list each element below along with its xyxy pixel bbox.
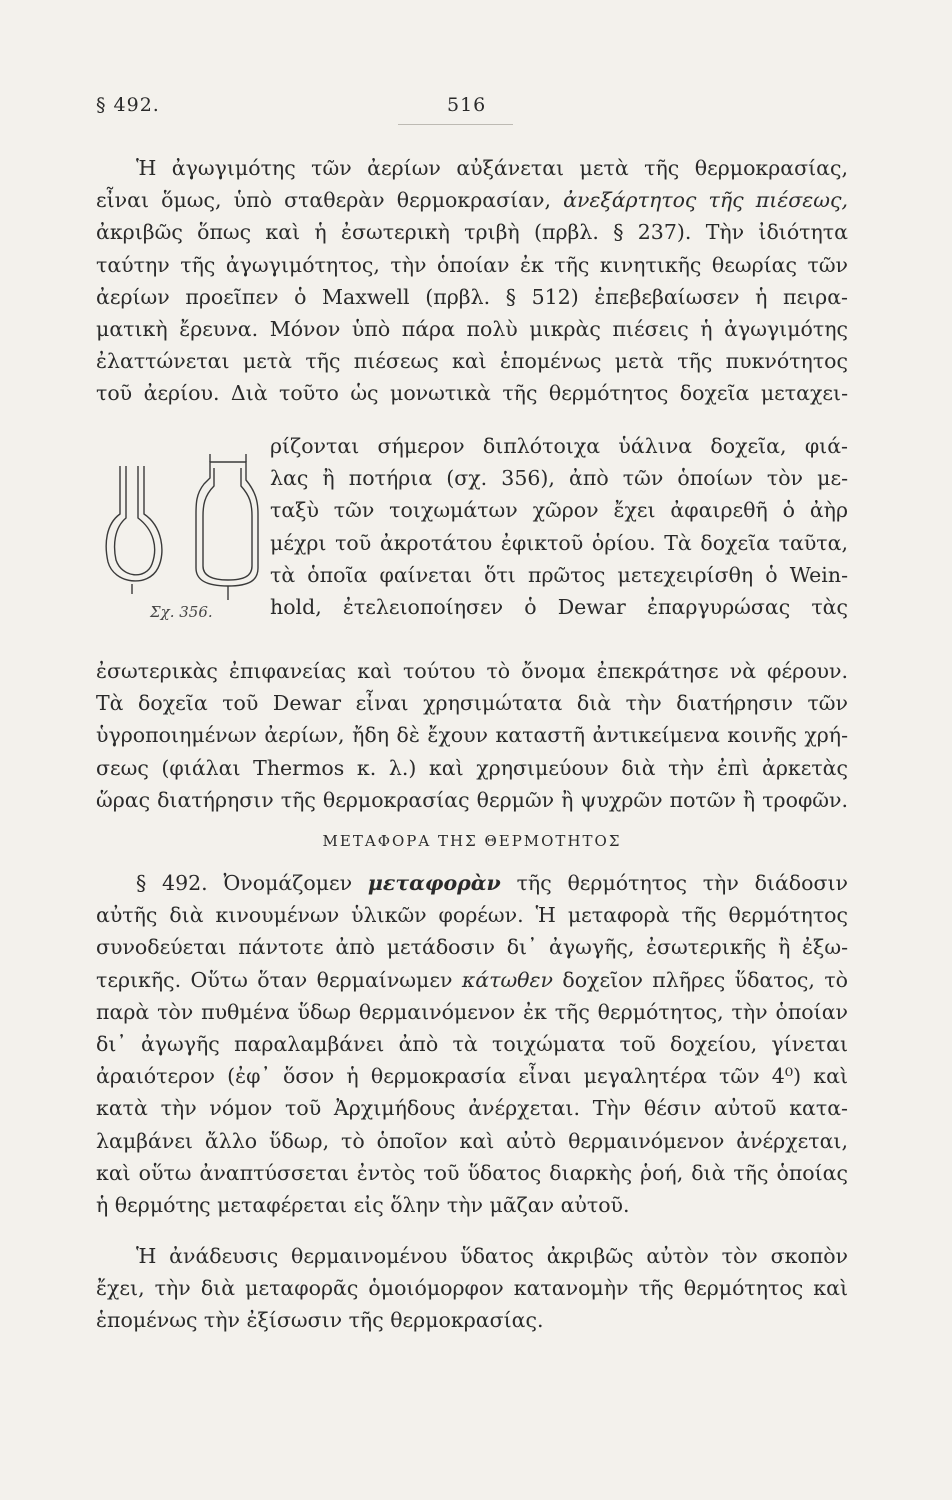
text-line: ἀραιότερον (ἐφ᾽ ὅσον ἡ θερμοκρασία εἶναι μεγαλητέρα τῶν 4⁰) καὶ (96, 1064, 848, 1089)
text-line: hold, ἐτελειοποίησεν ὁ Dewar ἐπαργυρώσας τὰς (270, 594, 848, 619)
paragraph-convection (96, 867, 848, 1221)
text-line: αὐτῆς διὰ κινουμένων ὑλικῶν φορέων. Ἡ μεταφορὰ τῆς θερμότητος (96, 903, 848, 928)
text-line: ἐλαττώνεται μετὰ τῆς πιέσεως καὶ ἑπομένως μετὰ τῆς πυκνότητος (96, 349, 848, 374)
text-line: § 492. Ὀνομάζομεν μεταφορὰν τῆς θερμότητος τὴν διάδοσιν (136, 871, 848, 895)
text-line: παρὰ τὸν πυθμένα ὕδωρ θερμαινόμενον ἐκ τῆς θερμότητος, τὴν ὁποίαν (96, 999, 848, 1024)
text-line: Ἡ ἀνάδευσις θερμαινομένου ὕδατος ἀκριβῶς αὐτὸν τὸν σκοπὸν (136, 1244, 848, 1268)
text-line: Ἡ ἀγωγιμότης τῶν ἀερίων αὐξάνεται μετὰ τῆς θερμοκρασίας, (136, 156, 848, 180)
text-line: ταξὺ τῶν τοιχωμάτων χῶρον ἔχει ἀφαιρεθῆ ὁ ἀὴρ (270, 498, 848, 523)
text-line: ταύτην τῆς ἀγωγιμότητος, τὴν ὁποίαν ἐκ τῆς κινητικῆς θεωρίας τῶν (96, 252, 848, 277)
italic-phrase: ἀνεξάρτητος τῆς πιέσεως, (563, 188, 848, 213)
text-line: ἀκριβῶς ὅπως καὶ ἡ ἐσωτερικὴ τριβὴ (πρβλ. § 237). Τὴν ἰδιότητα (96, 220, 848, 245)
paragraph-conductivity (96, 152, 848, 410)
paragraph-dewar (96, 655, 848, 816)
text-line: καὶ οὕτω ἀναπτύσσεται ἐντὸς τοῦ ὕδατος διαρκὴς ῥοή, διὰ τῆς ὁποίας (96, 1160, 848, 1185)
text-line: τερικῆς. Οὕτω ὅταν θερμαίνωμεν κάτωθεν δοχεῖον πλῆρες ὕδατος, τὸ (96, 967, 848, 992)
text-line: τὰ ὁποῖα φαίνεται ὅτι πρῶτος μετεχειρίσθη ὁ Wein- (270, 562, 848, 587)
text-line: ἡ θερμότης μεταφέρεται εἰς ὅλην τὴν μᾶζαν αὐτοῦ. (96, 1192, 630, 1217)
round-flask-drawing (106, 466, 162, 594)
dewar-flask-figure (100, 444, 268, 624)
text-line: εἶναι ὅμως, ὑπὸ σταθερὰν θερμοκρασίαν, ἀνεξάρτητος τῆς πιέσεως, (96, 188, 848, 213)
figure-caption: Σχ. 356. (150, 603, 213, 621)
text-line: ὑγροποιημένων ἀερίων, ἤδη δὲ ἔχουν καταστῆ ἀντικείμενα κοινῆς χρή- (96, 723, 848, 748)
text-line: σεως (φιάλαι Thermos κ. λ.) καὶ χρησιμεύουν διὰ τὴν ἐπὶ ἀρκετὰς (96, 755, 848, 780)
paragraph-stirring (96, 1240, 848, 1337)
text-line: Τὰ δοχεῖα τοῦ Dewar εἶναι χρησιμώτατα διὰ τὴν διατήρησιν τῶν (96, 691, 848, 716)
text-line: ἀερίων προεῖπεν ὁ Maxwell (πρβλ. § 512) ἐπεβεβαίωσεν ἡ πειρα- (96, 284, 848, 309)
text-line: ἔχει, τὴν διὰ μεταφορᾶς ὁμοιόμορφον κατανομὴν τῆς θερμότητος καὶ (96, 1276, 848, 1301)
text-line: ρίζονται σήμερον διπλότοιχα ὑάλινα δοχεῖα, φιά- (270, 434, 848, 458)
text-line: ἐσωτερικὰς ἐπιφανείας καὶ τούτου τὸ ὄνομα ἐπεκράτησε νὰ φέρουν. (96, 659, 848, 683)
text-line: λαμβάνει ἄλλο ὕδωρ, τὸ ὁποῖον καὶ αὐτὸ θερμαινόμενον ἀνέρχεται, (96, 1128, 848, 1153)
text-line: τοῦ ἀερίου. Διὰ τοῦτο ὡς μονωτικὰ τῆς θερμότητος δοχεῖα μεταχει- (96, 381, 848, 406)
cylinder-flask-drawing (196, 454, 258, 600)
text-line: μέχρι τοῦ ἀκροτάτου ἐφικτοῦ ὁρίου. Τὰ δοχεῖα ταῦτα, (270, 530, 848, 555)
running-head-section: § 492. (96, 94, 160, 116)
italic-word: κάτωθεν (461, 967, 553, 992)
text-line: συνοδεύεται πάντοτε ἀπὸ μετάδοσιν δι᾽ ἀγωγῆς, ἐσωτερικῆς ἢ ἐξω- (96, 935, 848, 960)
section-heading: ΜΕΤΑΦΟΡΑ ΤΗΣ ΘΕΡΜΟΤΗΤΟΣ (322, 832, 622, 850)
text-line: ἑπομένως τὴν ἐξίσωσιν τῆς θερμοκρασίας. (96, 1308, 544, 1333)
text-line: ὥρας διατήρησιν τῆς θερμοκρασίας θερμῶν ἢ ψυχρῶν ποτῶν ἢ τροφῶν. (96, 787, 848, 812)
page-number: 516 (447, 94, 487, 116)
bold-term: μεταφορὰν (367, 871, 501, 895)
text-line: δι᾽ ἀγωγῆς παραλαμβάνει ἀπὸ τὰ τοιχώματα τοῦ δοχείου, γίνεται (96, 1031, 848, 1056)
text-line: λας ἢ ποτήρια (σχ. 356), ἀπὸ τῶν ὁποίων τὸν με- (270, 466, 848, 491)
text-line: ματικὴ ἔρευνα. Μόνον ὑπὸ πάρα πολὺ μικρὰς πιέσεις ἡ ἀγωγιμότης (96, 316, 848, 341)
text-line: κατὰ τὴν νόμον τοῦ Ἀρχιμήδους ἀνέρχεται. Τὴν θέσιν αὐτοῦ κατα- (96, 1096, 848, 1121)
header-rule (398, 124, 513, 125)
